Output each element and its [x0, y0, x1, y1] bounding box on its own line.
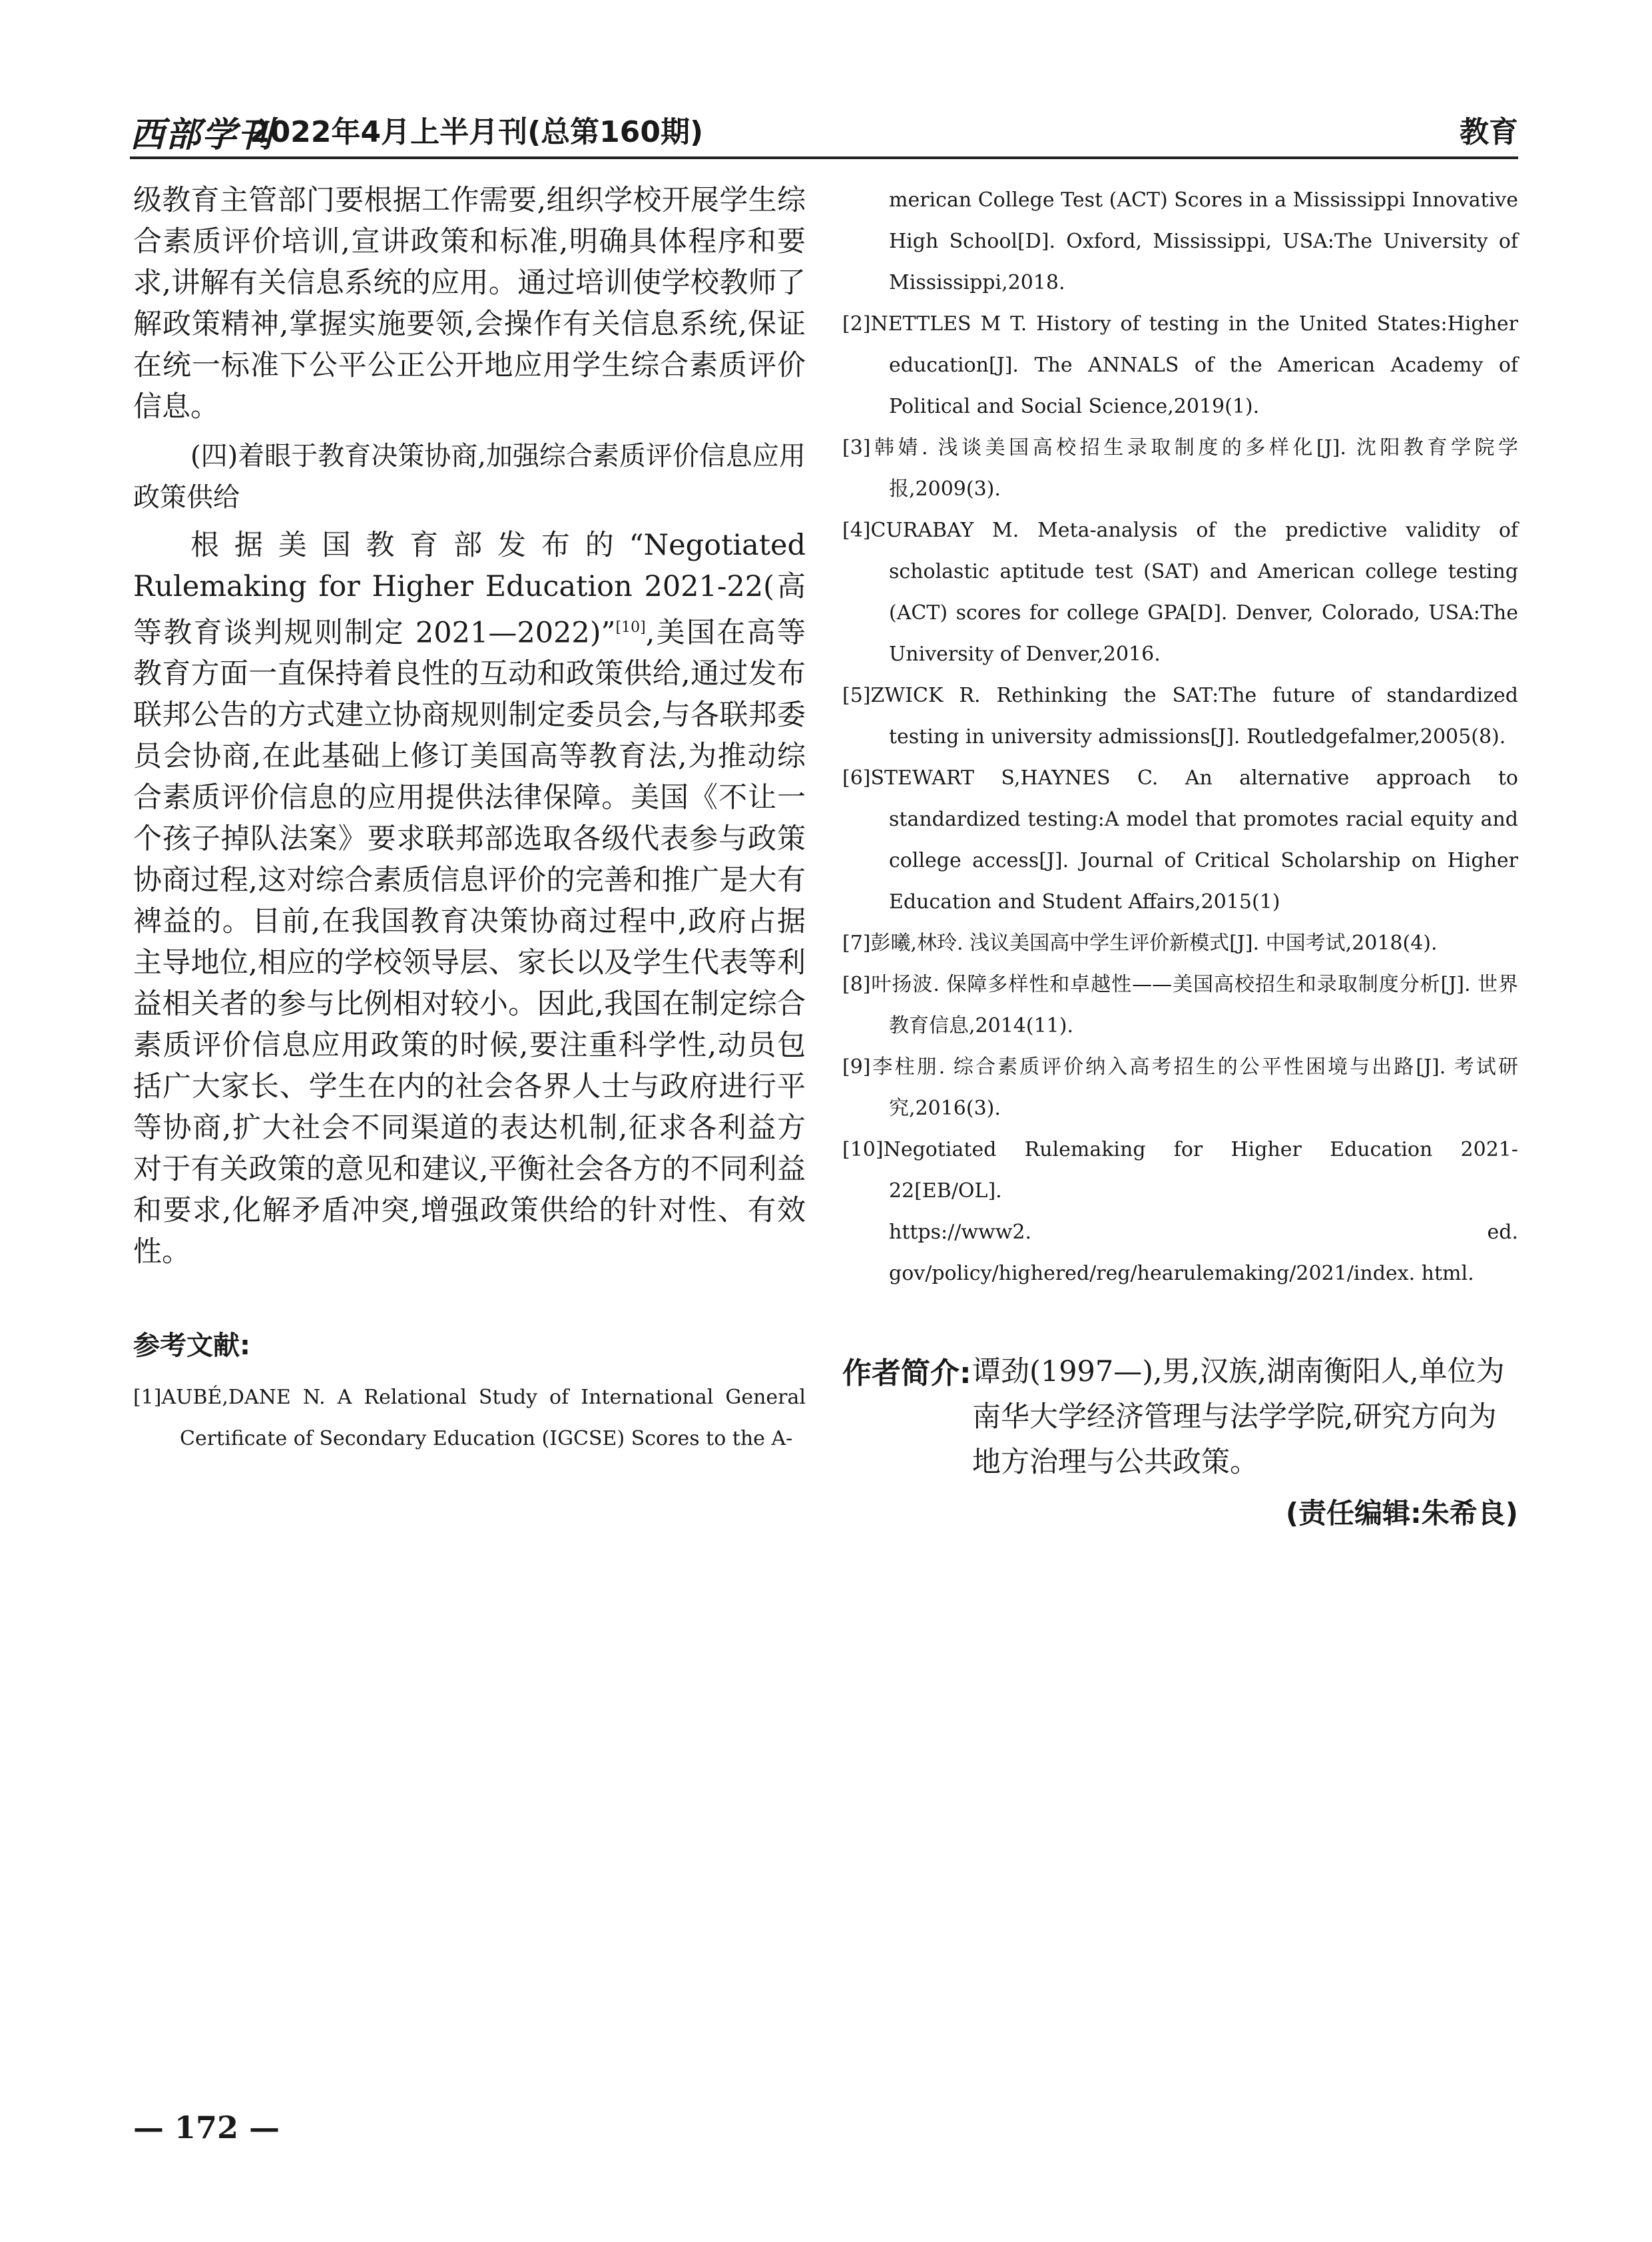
- body-paragraph: [133, 525, 806, 1272]
- right-column: [842, 180, 1518, 1532]
- left-column: [133, 180, 806, 1460]
- references-heading: 参考文献:: [133, 1330, 250, 1362]
- body-text: ,美国在高等教育方面一直保持着良性的互动和政策供给,通过发布联邦公告的方式建立协商规则制定委员会,与各联邦委员会协商,在此基础上修订美国高等教育法,为推动综合素质评价信息的应用提供法律保障。美国《不让一个孩子掉队法案》要求联邦部选取各级代表参与政策协商过程,这对综合素质信息评价的完善和推广是大有裨益的。目前,在我国教育决策协商过程中,政府占据主导地位,相应的学校领导层、家长以及学生代表等利益相关者的参与比例相对较小。因此,我国在制定综合素质评价信息应用政策的时候,要注重科学性,动员包括广大家长、学生在内的社会各界人士与政府进行平等协商,扩大社会不同渠道的表达机制,征求各利益方对于有关政策的意见和建议,平衡社会各方的不同利益和要求,化解矛盾冲突,增强政策供给的针对性、有效性。: [133, 616, 806, 1269]
- reference-item: [10]Negotiated Rulemaking for Higher Education 2021-22[EB/OL].: [842, 1138, 1518, 1203]
- page-header: [130, 107, 1518, 166]
- journal-logo: 西部学刊: [130, 115, 274, 155]
- author-bio: [842, 1349, 1518, 1485]
- reference-item: [6]STEWART S,HAYNES C. An alternative approach to standardized testing:A model that promotes racial equity and college access[J]. Journal of Critical Scholarship on Higher Education and Student Affairs,2015(1): [842, 766, 1518, 914]
- reference-item: [3]韩婧. 浅谈美国高校招生录取制度的多样化[J]. 沈阳教育学院学报,2009(3).: [842, 436, 1518, 501]
- header-rule: [130, 156, 1518, 159]
- author-bio-label: 作者简介:: [842, 1356, 971, 1390]
- issue-info: 2022年4月上半月刊(总第160期): [250, 115, 704, 149]
- reference-item: [2]NETTLES M T. History of testing in the United States:Higher education[J]. The ANNALS of the American Academy of Political and Social Science,2019(1).: [842, 312, 1518, 418]
- section-subheading: (四)着眼于教育决策协商,加强综合素质评价信息应用政策供给: [133, 441, 806, 513]
- reference-item: [5]ZWICK R. Rethinking the SAT:The future of standardized testing in university admissions[J]. Routledgefalmer,2005(8).: [842, 684, 1518, 748]
- responsible-editor: (责任编辑:朱希良): [1285, 1497, 1518, 1530]
- citation-superscript: [10]: [615, 619, 646, 636]
- section-label: 教育: [1460, 115, 1518, 149]
- body-paragraph: 级教育主管部门要根据工作需要,组织学校开展学生综合素质评价培训,宣讲政策和标准,明确具体程序和要求,讲解有关信息系统的应用。通过培训使学校教师了解政策精神,掌握实施要领,会操作有关信息系统,保证在统一标准下公平公正公开地应用学生综合素质评价信息。: [133, 184, 806, 423]
- reference-item: [4]CURABAY M. Meta-analysis of the predictive validity of scholastic aptitude test (SAT) and American college testing (ACT) scores for college GPA[D]. Denver, Colorado, USA:The University of Denver,2016.: [842, 519, 1518, 666]
- reference-item-continued: merican College Test (ACT) Scores in a Mississippi Innovative High School[D]. Oxford, Mississippi, USA:The University of Mississippi,2018.: [889, 188, 1518, 294]
- body-text: 根据美国教育部发布的“Negotiated Rulemaking for Higher Education 2021-22(高等教育谈判规则制定 2021—2022)”: [133, 529, 806, 650]
- reference-item: [1]AUBÉ,DANE N. A Relational Study of International General Certificate of Secondary Education (IGCSE) Scores to the A-: [133, 1386, 806, 1451]
- reference-url: https://www2. ed. gov/policy/highered/reg/hearulemaking/2021/index. html.: [889, 1221, 1518, 1285]
- page-number: — 172 —: [133, 2109, 280, 2145]
- reference-item: [9]李柱朋. 综合素质评价纳入高考招生的公平性困境与出路[J]. 考试研究,2016(3).: [842, 1055, 1518, 1120]
- reference-item: [8]叶扬波. 保障多样性和卓越性——美国高校招生和录取制度分析[J]. 世界教育信息,2014(11).: [842, 973, 1518, 1037]
- reference-item: [7]彭曦,林玲. 浅议美国高中学生评价新模式[J]. 中国考试,2018(4).: [842, 932, 1438, 955]
- author-bio-text: 谭劲(1997—),男,汉族,湖南衡阳人,单位为南华大学经济管理与法学学院,研究方向为地方治理与公共政策。: [972, 1355, 1505, 1479]
